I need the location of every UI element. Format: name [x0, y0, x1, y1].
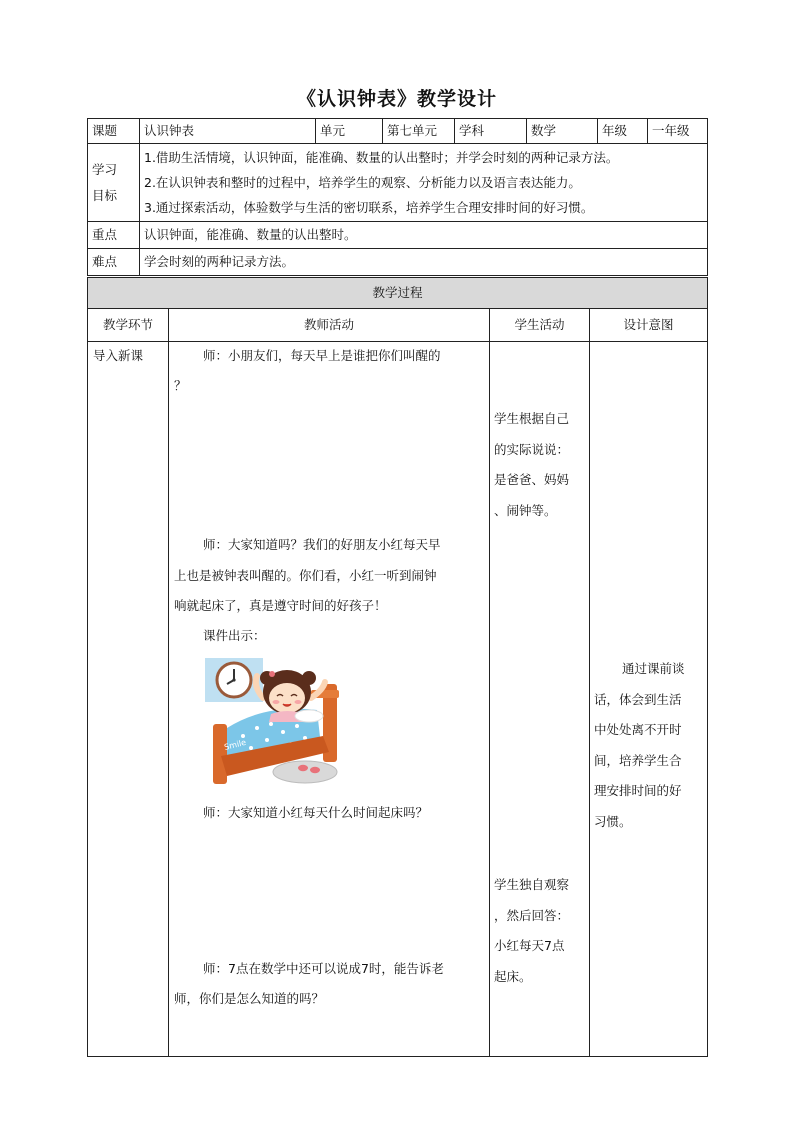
girl-waking-illustration: [205, 656, 347, 790]
unit-value: 第七单元: [383, 119, 455, 144]
goals-list: [140, 144, 708, 222]
goals-label: [88, 144, 140, 222]
student-line: 、闹钟等。: [494, 502, 557, 518]
column-header-student: 学生活动: [490, 309, 590, 342]
goal-item: 2.在认识钟表和整时的过程中，培养学生的观察、分析能力以及语言表达能力。: [144, 175, 581, 190]
difficulty-label: 难点: [88, 249, 140, 276]
intent-line: 理安排时间的好: [594, 783, 682, 798]
teacher-line: 师：大家知道小红每天什么时间起床吗？: [203, 805, 429, 820]
key-label: 重点: [88, 222, 140, 249]
goals-label-line: 目标: [92, 187, 118, 203]
goal-item: 1.借助生活情境，认识钟面，能准确、数量的认出整时；并学会时刻的两种记录方法。: [144, 150, 619, 165]
student-line: 学生独自观察: [494, 877, 570, 892]
stage-label: 导入新课: [93, 348, 144, 363]
topic-label: 课题: [88, 119, 140, 144]
grade-value: 一年级: [648, 119, 708, 144]
unit-label: 单元: [316, 119, 383, 144]
intent-line: 话，体会到生活: [594, 691, 682, 707]
student-line: ，然后回答：: [494, 907, 570, 923]
student-line: 小红每天7点: [494, 938, 565, 953]
student-line: 学生根据自己: [494, 411, 570, 426]
stage-cell: [88, 342, 169, 1057]
teacher-line: 师，你们是怎么知道的吗？: [174, 991, 325, 1006]
process-header: 教学过程: [88, 278, 708, 309]
teacher-line: 响就起床了，真是遵守时间的好孩子！: [174, 598, 387, 613]
info-table: [87, 118, 708, 276]
teacher-line: 师：7点在数学中还可以说成7时，能告诉老: [203, 961, 444, 976]
intent-line: 通过课前谈: [622, 661, 685, 676]
intent-line: 中处处离不开时: [594, 722, 682, 737]
topic-value: 认识钟表: [140, 119, 316, 144]
column-header-intent: 设计意图: [590, 309, 708, 342]
student-activity-2: [494, 870, 569, 992]
document-title: 《认识钟表》教学设计: [296, 88, 497, 110]
subject-value: 数学: [527, 119, 598, 144]
teacher-line: 师：小朋友们，每天早上是谁把你们叫醒的: [203, 348, 441, 363]
teacher-line: 师：大家知道吗？我们的好朋友小红每天早: [203, 537, 441, 552]
teacher-line: 课件出示：: [203, 628, 266, 643]
key-value: 认识钟面，能准确、数量的认出整时。: [140, 222, 708, 249]
grade-label: 年级: [598, 119, 648, 144]
intent-line: 习惯。: [594, 813, 632, 829]
subject-label: 学科: [455, 119, 527, 144]
student-line: 是爸爸、妈妈: [494, 472, 570, 487]
student-line: 起床。: [494, 968, 532, 984]
column-header-stage: 教学环节: [88, 309, 169, 342]
student-activity-1: [494, 404, 569, 526]
student-line: 的实际说说：: [494, 441, 570, 457]
goals-label-line: 学习: [92, 161, 118, 177]
design-intent-text: [594, 654, 706, 837]
column-header-teacher: 教师活动: [169, 309, 490, 342]
difficulty-value: 学会时刻的两种记录方法。: [140, 249, 708, 276]
intent-line: 间，培养学生合: [594, 752, 682, 768]
teacher-line: 上也是被钟表叫醒的。你们看，小红一听到闹钟: [174, 568, 437, 583]
goal-item: 3.通过探索活动，体验数学与生活的密切联系，培养学生合理安排时间的好习惯。: [144, 200, 594, 215]
teacher-line: ？: [174, 378, 187, 393]
bed-label: Smile: [223, 737, 248, 752]
